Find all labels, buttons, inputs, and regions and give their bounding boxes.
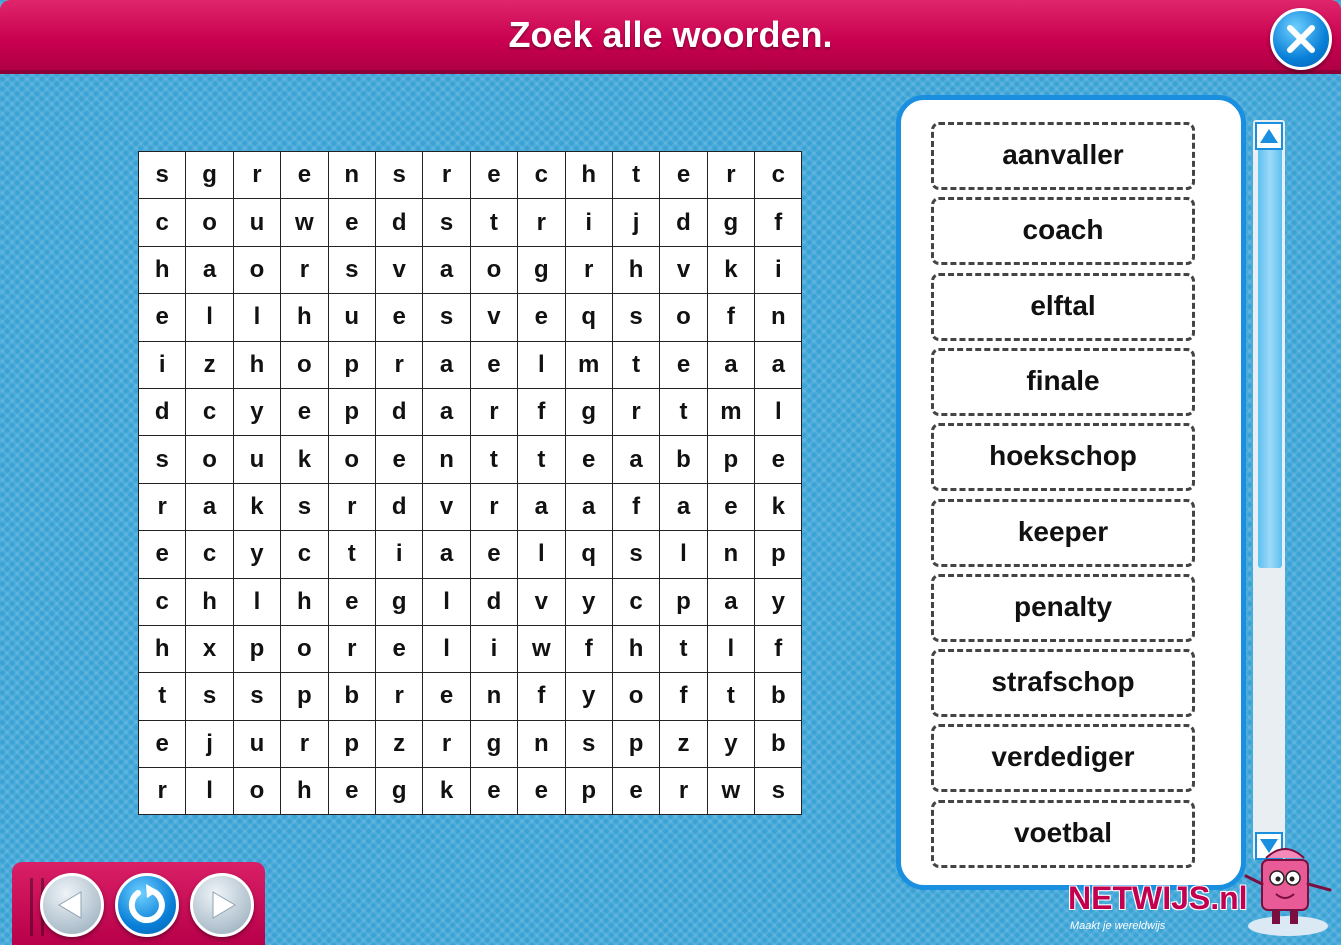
- triangle-up-icon: [1257, 124, 1281, 148]
- grid-cell[interactable]: r: [707, 152, 754, 199]
- grid-cell[interactable]: e: [375, 294, 422, 341]
- grid-cell[interactable]: j: [186, 720, 233, 767]
- grid-row: [139, 436, 802, 483]
- grid-cell[interactable]: r: [423, 720, 470, 767]
- grid-cell[interactable]: e: [660, 152, 707, 199]
- grid-cell[interactable]: h: [139, 625, 186, 672]
- grid-row: [139, 246, 802, 293]
- grid-cell[interactable]: e: [518, 294, 565, 341]
- grid-cell[interactable]: r: [328, 483, 375, 530]
- grid-cell[interactable]: c: [139, 578, 186, 625]
- previous-button[interactable]: [40, 873, 104, 937]
- grid-cell[interactable]: n: [707, 531, 754, 578]
- grid-cell[interactable]: s: [755, 768, 802, 815]
- grid-cell[interactable]: o: [281, 625, 328, 672]
- grid-cell[interactable]: z: [375, 720, 422, 767]
- grid-cell[interactable]: t: [707, 673, 754, 720]
- grid-cell[interactable]: f: [755, 625, 802, 672]
- grid-cell[interactable]: k: [233, 483, 280, 530]
- grid-cell[interactable]: m: [707, 388, 754, 435]
- grid-cell[interactable]: e: [470, 531, 517, 578]
- grid-cell[interactable]: r: [281, 246, 328, 293]
- grid-cell[interactable]: n: [755, 294, 802, 341]
- grid-cell[interactable]: s: [328, 246, 375, 293]
- grid-row: [139, 199, 802, 246]
- grid-cell[interactable]: d: [375, 199, 422, 246]
- grid-cell[interactable]: a: [186, 483, 233, 530]
- grid-cell[interactable]: w: [518, 625, 565, 672]
- grid-cell[interactable]: u: [233, 436, 280, 483]
- grid-cell[interactable]: f: [707, 294, 754, 341]
- grid-cell[interactable]: h: [612, 246, 659, 293]
- grid-cell[interactable]: r: [470, 388, 517, 435]
- grid-cell[interactable]: p: [660, 578, 707, 625]
- netwijs-logo: [1068, 880, 1248, 940]
- grid-cell[interactable]: o: [470, 246, 517, 293]
- grid-row: [139, 720, 802, 767]
- grid-cell[interactable]: t: [660, 625, 707, 672]
- scrollbar-thumb[interactable]: [1258, 148, 1282, 568]
- grid-cell[interactable]: b: [755, 720, 802, 767]
- grid-cell[interactable]: t: [470, 199, 517, 246]
- grid-cell[interactable]: l: [518, 531, 565, 578]
- grid-cell[interactable]: t: [328, 531, 375, 578]
- grid-cell[interactable]: a: [707, 341, 754, 388]
- grid-cell[interactable]: r: [375, 341, 422, 388]
- grid-cell[interactable]: s: [423, 199, 470, 246]
- grid-cell[interactable]: o: [281, 341, 328, 388]
- grid-row: [139, 341, 802, 388]
- grid-row: [139, 531, 802, 578]
- grid-cell[interactable]: l: [755, 388, 802, 435]
- grid-cell[interactable]: v: [660, 246, 707, 293]
- grid-cell[interactable]: e: [755, 436, 802, 483]
- word-list-panel: [896, 95, 1246, 890]
- grid-cell[interactable]: y: [755, 578, 802, 625]
- grid-cell[interactable]: y: [565, 578, 612, 625]
- grid-cell[interactable]: t: [612, 341, 659, 388]
- grid-cell[interactable]: e: [328, 578, 375, 625]
- grid-cell[interactable]: l: [233, 294, 280, 341]
- grid-cell[interactable]: h: [281, 578, 328, 625]
- reset-button[interactable]: [115, 873, 179, 937]
- grid-cell[interactable]: s: [565, 720, 612, 767]
- grid-cell[interactable]: z: [660, 720, 707, 767]
- grid-cell[interactable]: t: [612, 152, 659, 199]
- grid-cell[interactable]: p: [565, 768, 612, 815]
- arrow-right-icon: [193, 876, 251, 934]
- grid-cell[interactable]: s: [423, 294, 470, 341]
- grid-cell[interactable]: s: [612, 531, 659, 578]
- grid-cell[interactable]: i: [755, 246, 802, 293]
- grid-cell[interactable]: f: [518, 673, 565, 720]
- grid-cell[interactable]: e: [375, 436, 422, 483]
- grid-cell[interactable]: v: [470, 294, 517, 341]
- grid-row: [139, 768, 802, 815]
- grid-cell[interactable]: w: [707, 768, 754, 815]
- grid-cell[interactable]: l: [186, 768, 233, 815]
- grid-cell[interactable]: a: [423, 388, 470, 435]
- grid-cell[interactable]: v: [423, 483, 470, 530]
- grid-cell[interactable]: f: [518, 388, 565, 435]
- grid-cell[interactable]: a: [518, 483, 565, 530]
- word-card-aanvaller[interactable]: aanvaller: [931, 122, 1195, 190]
- scroll-up-button[interactable]: [1255, 122, 1283, 150]
- grid-cell[interactable]: f: [612, 483, 659, 530]
- grid-cell[interactable]: o: [186, 436, 233, 483]
- grid-cell[interactable]: h: [233, 341, 280, 388]
- grid-cell[interactable]: e: [612, 768, 659, 815]
- grid-cell[interactable]: n: [328, 152, 375, 199]
- word-card-finale[interactable]: finale: [931, 348, 1195, 416]
- grid-cell[interactable]: f: [565, 625, 612, 672]
- grid-cell[interactable]: r: [139, 483, 186, 530]
- logo-name: NETWIJS.nl: [1068, 880, 1248, 916]
- grid-cell[interactable]: l: [423, 578, 470, 625]
- grid-cell[interactable]: a: [612, 436, 659, 483]
- grid-cell[interactable]: r: [470, 483, 517, 530]
- grid-cell[interactable]: a: [423, 531, 470, 578]
- grid-cell[interactable]: l: [233, 578, 280, 625]
- grid-cell[interactable]: p: [233, 625, 280, 672]
- grid-cell[interactable]: c: [281, 531, 328, 578]
- grid-cell[interactable]: s: [233, 673, 280, 720]
- grid-cell[interactable]: e: [281, 388, 328, 435]
- grid-cell[interactable]: g: [565, 388, 612, 435]
- grid-cell[interactable]: i: [375, 531, 422, 578]
- grid-cell[interactable]: b: [755, 673, 802, 720]
- grid-cell[interactable]: c: [755, 152, 802, 199]
- grid-cell[interactable]: s: [375, 152, 422, 199]
- grid-cell[interactable]: k: [423, 768, 470, 815]
- grid-cell[interactable]: x: [186, 625, 233, 672]
- grid-cell[interactable]: t: [660, 388, 707, 435]
- grid-cell[interactable]: d: [470, 578, 517, 625]
- arrow-left-icon: [43, 876, 101, 934]
- grid-cell[interactable]: e: [328, 199, 375, 246]
- grid-cell[interactable]: l: [707, 625, 754, 672]
- grid-cell[interactable]: k: [755, 483, 802, 530]
- grid-cell[interactable]: e: [470, 768, 517, 815]
- grid-cell[interactable]: a: [707, 578, 754, 625]
- grid-cell[interactable]: e: [375, 625, 422, 672]
- grid-row: [139, 578, 802, 625]
- grid-cell[interactable]: u: [233, 720, 280, 767]
- grid-cell[interactable]: e: [518, 768, 565, 815]
- grid-cell[interactable]: d: [375, 483, 422, 530]
- grid-cell[interactable]: s: [139, 152, 186, 199]
- grid-cell[interactable]: h: [281, 768, 328, 815]
- grid-cell[interactable]: c: [518, 152, 565, 199]
- grid-cell[interactable]: r: [281, 720, 328, 767]
- grid-cell[interactable]: l: [518, 341, 565, 388]
- grid-cell[interactable]: l: [186, 294, 233, 341]
- reset-icon: [118, 876, 176, 934]
- grid-cell[interactable]: h: [565, 152, 612, 199]
- grid-cell[interactable]: r: [565, 246, 612, 293]
- grid-cell[interactable]: c: [186, 388, 233, 435]
- word-card-elftal[interactable]: elftal: [931, 273, 1195, 341]
- grid-cell[interactable]: n: [518, 720, 565, 767]
- grid-cell[interactable]: v: [375, 246, 422, 293]
- grid-cell[interactable]: q: [565, 294, 612, 341]
- grid-row: [139, 625, 802, 672]
- grid-cell[interactable]: e: [707, 483, 754, 530]
- grid-cell[interactable]: o: [328, 436, 375, 483]
- grid-cell[interactable]: r: [328, 625, 375, 672]
- grid-cell[interactable]: g: [186, 152, 233, 199]
- grid-cell[interactable]: h: [281, 294, 328, 341]
- word-card-strafschop[interactable]: strafschop: [931, 649, 1195, 717]
- word-search-grid: [138, 151, 802, 815]
- grid-cell[interactable]: r: [518, 199, 565, 246]
- grid-cell[interactable]: p: [328, 388, 375, 435]
- logo-tagline: Maakt je wereldwijs: [1070, 920, 1166, 932]
- grid-cell[interactable]: e: [423, 673, 470, 720]
- grid-cell[interactable]: p: [328, 341, 375, 388]
- grid-row: [139, 294, 802, 341]
- grid-cell[interactable]: i: [470, 625, 517, 672]
- grid-cell[interactable]: t: [139, 673, 186, 720]
- grid-cell[interactable]: p: [612, 720, 659, 767]
- grid-cell[interactable]: a: [660, 483, 707, 530]
- grid-cell[interactable]: a: [186, 246, 233, 293]
- next-button[interactable]: [190, 873, 254, 937]
- grid-cell[interactable]: g: [707, 199, 754, 246]
- grid-cell[interactable]: r: [233, 152, 280, 199]
- grid-cell[interactable]: r: [423, 152, 470, 199]
- grid-cell[interactable]: z: [186, 341, 233, 388]
- grid-cell[interactable]: y: [233, 531, 280, 578]
- grid-cell[interactable]: v: [518, 578, 565, 625]
- grid-cell[interactable]: e: [660, 341, 707, 388]
- grid-cell[interactable]: o: [186, 199, 233, 246]
- grid-cell[interactable]: f: [660, 673, 707, 720]
- grid-cell[interactable]: s: [139, 436, 186, 483]
- grid-cell[interactable]: e: [470, 152, 517, 199]
- grid-cell[interactable]: s: [281, 483, 328, 530]
- grid-cell[interactable]: g: [518, 246, 565, 293]
- grid-cell[interactable]: s: [612, 294, 659, 341]
- grid-cell[interactable]: a: [755, 341, 802, 388]
- grid-cell[interactable]: y: [565, 673, 612, 720]
- grid-cell[interactable]: e: [281, 152, 328, 199]
- grid-cell[interactable]: e: [139, 720, 186, 767]
- grid-cell[interactable]: o: [612, 673, 659, 720]
- grid-cell[interactable]: c: [139, 199, 186, 246]
- close-icon: [1285, 23, 1317, 55]
- grid-row: [139, 152, 802, 199]
- grid-cell[interactable]: f: [755, 199, 802, 246]
- grid-cell[interactable]: i: [565, 199, 612, 246]
- header-bar: [0, 0, 1341, 74]
- grid-cell[interactable]: u: [328, 294, 375, 341]
- grid-cell[interactable]: h: [186, 578, 233, 625]
- grid-row: [139, 388, 802, 435]
- grid-row: [139, 673, 802, 720]
- grid-cell[interactable]: e: [139, 294, 186, 341]
- grid-cell[interactable]: o: [660, 294, 707, 341]
- grid-cell[interactable]: t: [518, 436, 565, 483]
- word-card-keeper[interactable]: keeper: [931, 499, 1195, 567]
- grid-cell[interactable]: c: [612, 578, 659, 625]
- grid-cell[interactable]: h: [612, 625, 659, 672]
- word-card-voetbal[interactable]: voetbal: [931, 800, 1195, 868]
- word-card-coach[interactable]: coach: [931, 197, 1195, 265]
- grid-cell[interactable]: r: [612, 388, 659, 435]
- grid-cell[interactable]: b: [328, 673, 375, 720]
- grid-cell[interactable]: n: [470, 673, 517, 720]
- grid-cell[interactable]: c: [186, 531, 233, 578]
- grid-cell[interactable]: h: [139, 246, 186, 293]
- grid-cell[interactable]: p: [707, 436, 754, 483]
- grid-cell[interactable]: m: [565, 341, 612, 388]
- grid-cell[interactable]: g: [375, 578, 422, 625]
- grid-cell[interactable]: r: [660, 768, 707, 815]
- word-card-hoekschop[interactable]: hoekschop: [931, 423, 1195, 491]
- grid-cell[interactable]: y: [233, 388, 280, 435]
- grid-cell[interactable]: g: [375, 768, 422, 815]
- grid-cell[interactable]: b: [660, 436, 707, 483]
- grid-cell[interactable]: e: [139, 531, 186, 578]
- grid-cell[interactable]: e: [565, 436, 612, 483]
- grid-cell[interactable]: a: [565, 483, 612, 530]
- grid-cell[interactable]: a: [423, 246, 470, 293]
- grid-cell[interactable]: r: [139, 768, 186, 815]
- word-card-verdediger[interactable]: verdediger: [931, 724, 1195, 792]
- grid-cell[interactable]: w: [281, 199, 328, 246]
- close-button[interactable]: [1270, 8, 1332, 70]
- grid-cell[interactable]: o: [233, 768, 280, 815]
- grid-cell[interactable]: a: [423, 341, 470, 388]
- grid-cell[interactable]: d: [660, 199, 707, 246]
- grid-cell[interactable]: l: [423, 625, 470, 672]
- grid-row: [139, 483, 802, 530]
- grid-cell[interactable]: q: [565, 531, 612, 578]
- grid-cell[interactable]: d: [375, 388, 422, 435]
- grid-cell[interactable]: p: [281, 673, 328, 720]
- grid-cell[interactable]: t: [470, 436, 517, 483]
- mascot-icon: [1240, 838, 1338, 938]
- page-title: Zoek alle woorden.: [508, 14, 833, 55]
- grid-cell[interactable]: r: [375, 673, 422, 720]
- grid-cell[interactable]: u: [233, 199, 280, 246]
- grid-cell[interactable]: k: [281, 436, 328, 483]
- grid-cell[interactable]: l: [660, 531, 707, 578]
- grid-cell[interactable]: e: [470, 341, 517, 388]
- grid-cell[interactable]: s: [186, 673, 233, 720]
- word-card-penalty[interactable]: penalty: [931, 574, 1195, 642]
- grid-cell[interactable]: p: [328, 720, 375, 767]
- grid-cell[interactable]: g: [470, 720, 517, 767]
- grid-cell[interactable]: p: [755, 531, 802, 578]
- grid-cell[interactable]: o: [233, 246, 280, 293]
- grid-cell[interactable]: n: [423, 436, 470, 483]
- grid-cell[interactable]: e: [328, 768, 375, 815]
- grid-cell[interactable]: i: [139, 341, 186, 388]
- grid-cell[interactable]: y: [707, 720, 754, 767]
- grid-cell[interactable]: j: [612, 199, 659, 246]
- grid-cell[interactable]: d: [139, 388, 186, 435]
- grid-cell[interactable]: k: [707, 246, 754, 293]
